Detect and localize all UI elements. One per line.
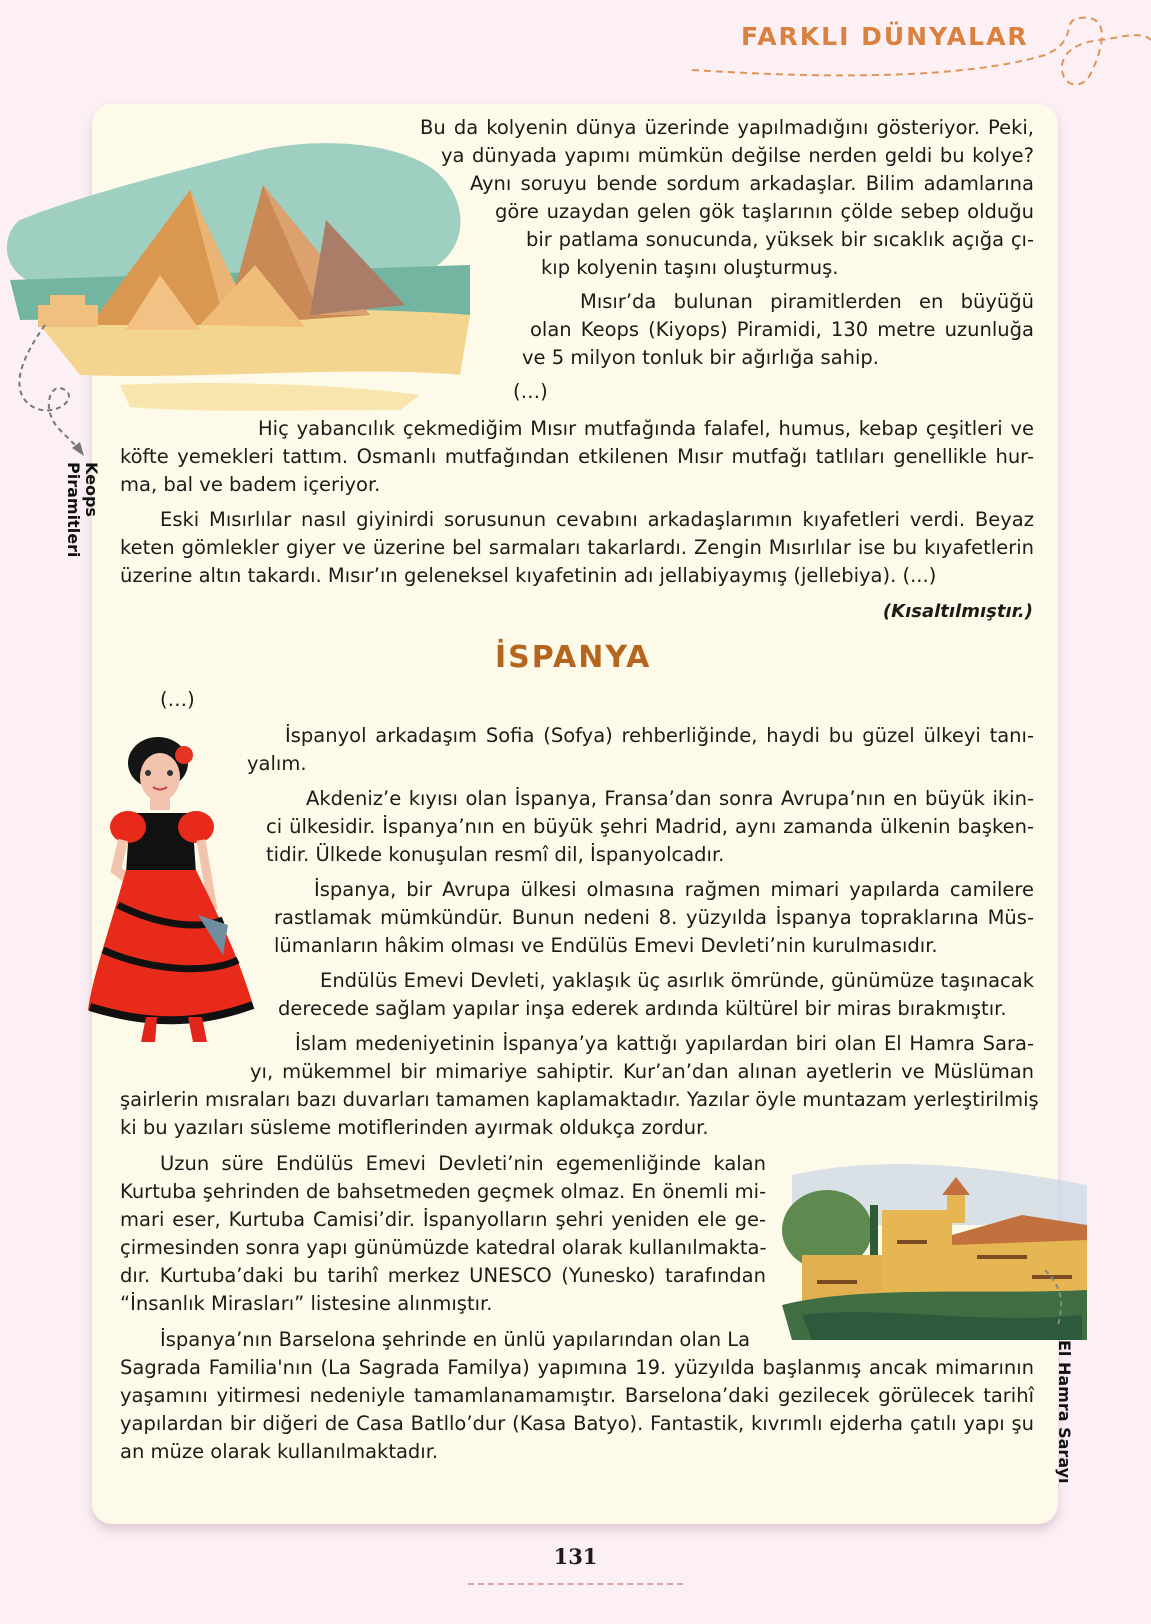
spain-paragraph-5: İslam medeniyetinin İspanya’ya kattığı yapılardan biri olan El Hamra Sara- yı, mükemmel bir mimariye sahiptir. Kur’an’dan alınan ayetlerin ve Müslüman şairlerin mısraları bazı duvarları tamamen kaplamaktadır. Yazılar öyle muntazam yerleştirilmiş ki bu yazıları süsleme motiflerinden ayırmak oldukça zordur. bbox=[120, 1032, 1039, 1139]
dashed-arrow-decoration bbox=[1040, 1270, 1070, 1330]
page-number: 131 bbox=[553, 1544, 598, 1569]
egypt-paragraph-4: Eski Mısırlılar nasıl giyinirdi sorusunun cevabını arkadaşlarımın kıyafetleri verdi. Beyaz keten gömlekler giyer ve üzerine bel sarmaları takarlardı. Zengin Mısırlılar ise bu kıyafetlerin üzerine altın takardı. Mısır’ın geleneksel kıyafetinin adı jellabiyaymış (jellebiya). (...) bbox=[120, 508, 1034, 587]
spain-paragraph-4: Endülüs Emevi Devleti, yaklaşık üç asırlık ömründe, günümüze taşınacak derecede sağlam yapılar inşa ederek ardında kültürel bir miras bırakmıştır. bbox=[278, 969, 1034, 1020]
dashed-swirl-decoration bbox=[0, 0, 1151, 110]
section-header-title: FARKLI DÜNYALAR bbox=[741, 22, 1029, 51]
egypt-paragraph-2: Mısır’da bulunan piramitlerden en büyüğü olan Keops (Kiyops) Piramidi, 130 metre uzunluğa ve 5 milyon tonluk bir ağırlığa sahip. bbox=[522, 290, 1034, 369]
spain-paragraph-6: Uzun süre Endülüs Emevi Devleti’nin egemenliğinde kalan Kurtuba şehrinden de bahsetmeden geçmek olmaz. En önemli mi- mari eser, Kurtuba Camisi’dir. İspanyolların şehri yeniden ele ge- çirmesinden sonra yapı günümüzde katedral olarak kullanılmakta- dır. Kurtuba’daki bu tarihî merkez UNESCO (Yunesko) tarafından “İnsanlık Mirasları” listesine alınmıştır. bbox=[120, 1152, 767, 1315]
spain-paragraph-1: İspanyol arkadaşım Sofia (Sofya) rehberliğinde, haydi bu güzel ülkeyi tanı- yalım. bbox=[247, 724, 1034, 775]
abridged-note: (Kısaltılmıştır.) bbox=[882, 601, 1033, 622]
alhambra-palace-label: El Hamra Sarayı bbox=[1055, 1340, 1074, 1484]
spain-paragraph-7: İspanya’nın Barselona şehrinde en ünlü yapılarından olan La Sagrada Familia'nın (La Sagrada Familya) yapımına 19. yüzyılda başlanmış ancak mimarının yaşamını yitirmesi nedeniyle tamamlanamamıştır. Barselona’daki gezilecek görülecek tarihî yapılardan bir diğeri de Casa Batllo’dur (Kasa Batyo). Fantastik, kıvrımlı ejderha çatılı yapı şu an müze olarak kullanılmaktadır. bbox=[120, 1328, 1034, 1463]
flamenco-girl-illustration bbox=[88, 735, 263, 1045]
spain-paragraph-2: Akdeniz’e kıyısı olan İspanya, Fransa’dan sonra Avrupa’nın en büyük ikin- ci ülkesidir. İspanya’nın en büyük şehri Madrid, aynı zamanda ülkenin başken- tidir. Ülkede konuşulan resmî dil, İspanyolcadır. bbox=[266, 787, 1034, 866]
ellipsis: (…) bbox=[513, 380, 548, 403]
keops-pyramids-label: Keops Piramitleri bbox=[64, 462, 101, 558]
ellipsis: (…) bbox=[160, 688, 195, 711]
spain-section-title: İSPANYA bbox=[495, 640, 652, 675]
spain-paragraph-3: İspanya, bir Avrupa ülkesi olmasına rağmen mimari yapılarda camilere rastlamak mümkündür. Bunun nedeni 8. yüzyılda İspanya topraklarına Müs- lümanların hâkim olması ve Endülüs Emevi Devleti’nin kurulmasıdır. bbox=[274, 878, 1034, 957]
egypt-paragraph-1: Bu da kolyenin dünya üzerinde yapılmadığını gösteriyor. Peki, ya dünyada yapımı mümkün değilse nerden geldi bu kolye? Aynı soruyu bende sordum arkadaşlar. Bilim adamlarına göre uzaydan gelen gök taşlarının çölde sebep olduğu bir patlama sonucunda, yüksek bir sıcaklık açığa çı- kıp kolyenin taşını oluşturmuş. bbox=[420, 116, 1034, 279]
egypt-paragraph-3: Hiç yabancılık çekmediğim Mısır mutfağında falafel, humus, kebap çeşitleri ve köfte yemekleri tattım. Osmanlı mutfağından etkilenen Mısır mutfağı tatlıları genellikle hur- ma, bal ve badem içeriyor. bbox=[120, 417, 1034, 496]
page-number-underline bbox=[468, 1583, 683, 1585]
